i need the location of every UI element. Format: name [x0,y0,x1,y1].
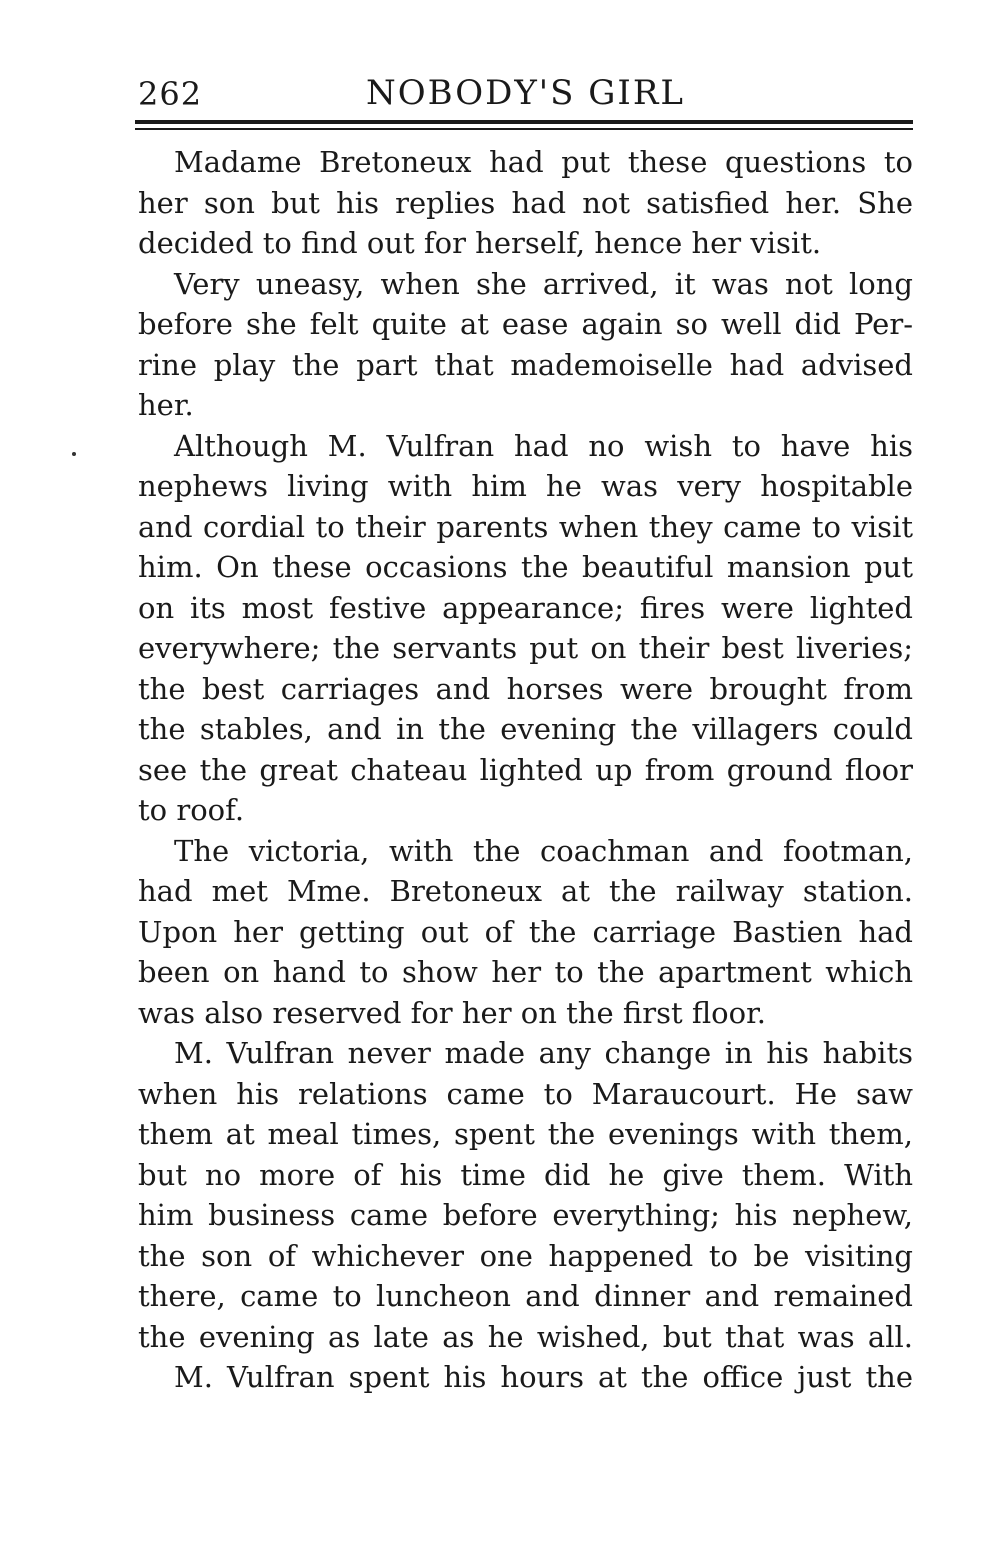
text-line: on its most festive appearance; fires were lighted [138,590,913,625]
body-text [138,142,913,1398]
text-line: him business came before everything; his nephew, [138,1198,913,1232]
text-line: when his relations came to Maraucourt. He saw [138,1076,913,1111]
page-header [138,68,913,118]
text-line: The victoria, with the coachman and footman, [174,833,913,868]
text-line: to roof. [138,793,245,827]
text-line: the best carriages and horses were brought from [138,671,913,706]
text-line: nephews living with him he was very hospitable [138,469,913,503]
margin-speck [72,452,76,456]
text-line: M. Vulfran never made any change in his habits [174,1036,913,1070]
header-rule-thick [135,120,913,124]
text-line: decided to find out for herself, hence her visit. [138,226,822,260]
running-title: NOBODY'S GIRL [365,73,686,113]
text-line: Madame Bretoneux had put these questions to [174,145,913,179]
header-rule-thin [135,128,913,130]
text-line: see the great chateau lighted up from ground floor [138,752,913,787]
text-line: her son but his replies had not satisfied her. She [138,185,913,220]
text-line: before she felt quite at ease again so well did Per- [138,307,913,341]
text-line: Although M. Vulfran had no wish to have his [174,428,913,463]
text-line: everywhere; the servants put on their best liveries; [138,631,913,665]
text-line: Upon her getting out of the carriage Bastien had [138,914,913,949]
text-line: but no more of his time did he give them. With [138,1157,913,1192]
text-line: rine play the part that mademoiselle had advised [138,347,913,382]
text-line: her. [138,388,194,422]
text-line: them at meal times, spent the evenings with them, [138,1117,913,1151]
text-line: was also reserved for her on the first floor. [138,995,766,1030]
text-line: Very uneasy, when she arrived, it was not long [174,266,913,301]
text-line: been on hand to show her to the apartment which [138,955,913,989]
text-line: him. On these occasions the beautiful mansion put [138,550,913,584]
text-line: M. Vulfran spent his hours at the office just the [174,1360,913,1394]
text-line: had met Mme. Bretoneux at the railway station. [138,874,913,908]
text-line: the stables, and in the evening the villagers could [138,712,913,746]
text-line: and cordial to their parents when they came to visit [138,509,913,544]
text-line: the evening as late as he wished, but that was all. [138,1319,913,1354]
text-line: there, came to luncheon and dinner and remained [138,1279,913,1313]
page-number: 262 [138,75,203,113]
text-line: the son of whichever one happened to be visiting [138,1238,913,1273]
